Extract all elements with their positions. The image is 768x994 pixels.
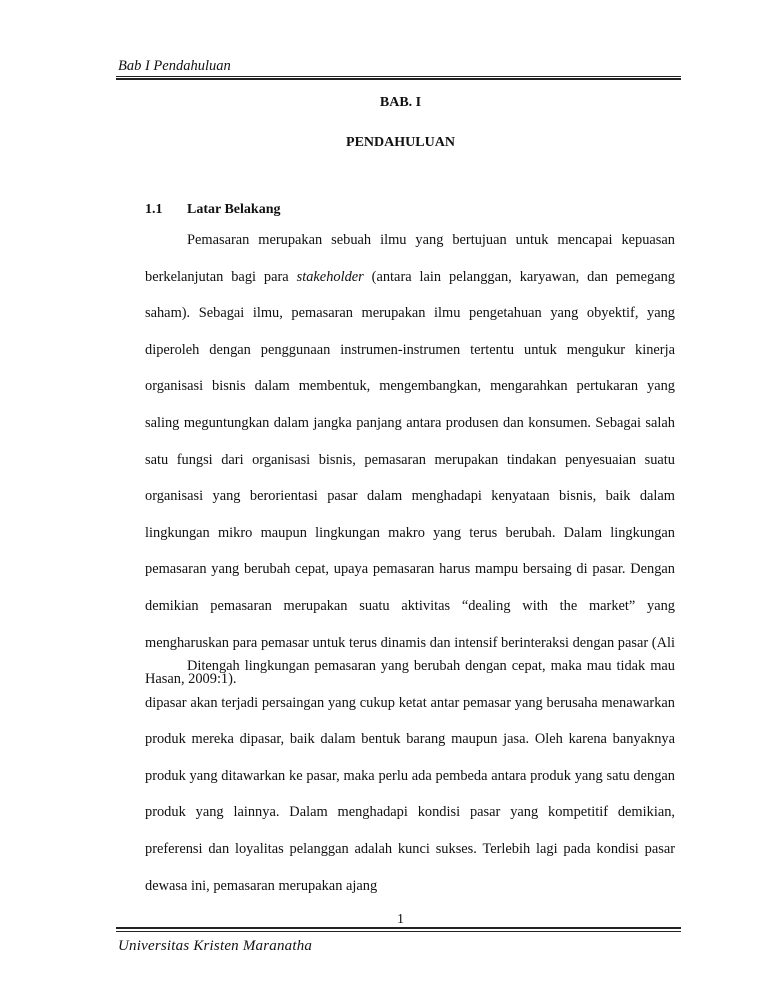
chapter-number: BAB. I [379,95,422,110]
chapter-title: PENDAHULUAN [346,135,455,150]
header-rule-thin [116,76,681,77]
paragraph-1-text-a: Pemasaran merupakan sebuah ilmu yang bertujuan untuk mencapai kepuasan berkelanjutan bagi para [145,232,675,285]
paragraph-1 [145,222,675,698]
running-header: Bab I Pendahuluan [118,58,231,74]
running-footer: Universitas Kristen Maranatha [118,938,313,954]
footer-rule-thin [116,931,681,932]
page-number: 1 [397,912,404,927]
paragraph-1-text-b: (antara lain pelanggan, karyawan, dan pemegang saham). Sebagai ilmu, pemasaran merupakan ilmu pengetahuan yang obyektif, yang diperoleh dengan penggunaan instrumen-instrumen tertentu untuk mengukur kinerja organisasi bisnis dalam membentuk, mengembangkan, mengarahkan pertukaran yang saling meguntungkan dalam jangka panjang antara produsen dan konsumen. Sebagai salah satu fungsi dari organisasi bisnis, pemasaran merupakan tindakan penyesuaian suatu organisasi yang berorientasi pasar dalam menghadapi kenyataan bisnis, baik dalam lingkungan mikro maupun lingkungan makro yang terus berubah. Dalam lingkungan pemasaran yang berubah cepat, upaya pemasaran harus mampu bersaing di pasar. Dengan demikian pemasaran merupakan suatu aktivitas “dealing with the market” yang mengharuskan para pemasar untuk terus dinamis dan intensif berinteraksi dengan pasar (Ali Hasan, 2009:1). [145,268,675,688]
paragraph-1-italic-term: stakeholder [296,268,364,285]
footer-rule-thick [116,927,681,929]
section-number: 1.1 [145,202,163,217]
paragraph-2: Ditengah lingkungan pemasaran yang berubah dengan cepat, maka mau tidak mau dipasar akan terjadi persaingan yang cukup ketat antar pemasar yang berusaha menawarkan produk mereka dipasar, baik dalam bentuk barang maupun jasa. Oleh karena banyaknya produk yang ditawarkan ke pasar, maka perlu ada pembeda antara produk yang satu dengan produk yang lainnya. Dalam menghadapi kondisi pasar yang kompetitif demikian, preferensi dan loyalitas pelanggan adalah kunci sukses. Terlebih lagi pada kondisi pasar dewasa ini, pemasaran merupakan ajang [145,658,675,894]
section-title: Latar Belakang [187,202,281,217]
header-rule-thick [116,78,681,80]
